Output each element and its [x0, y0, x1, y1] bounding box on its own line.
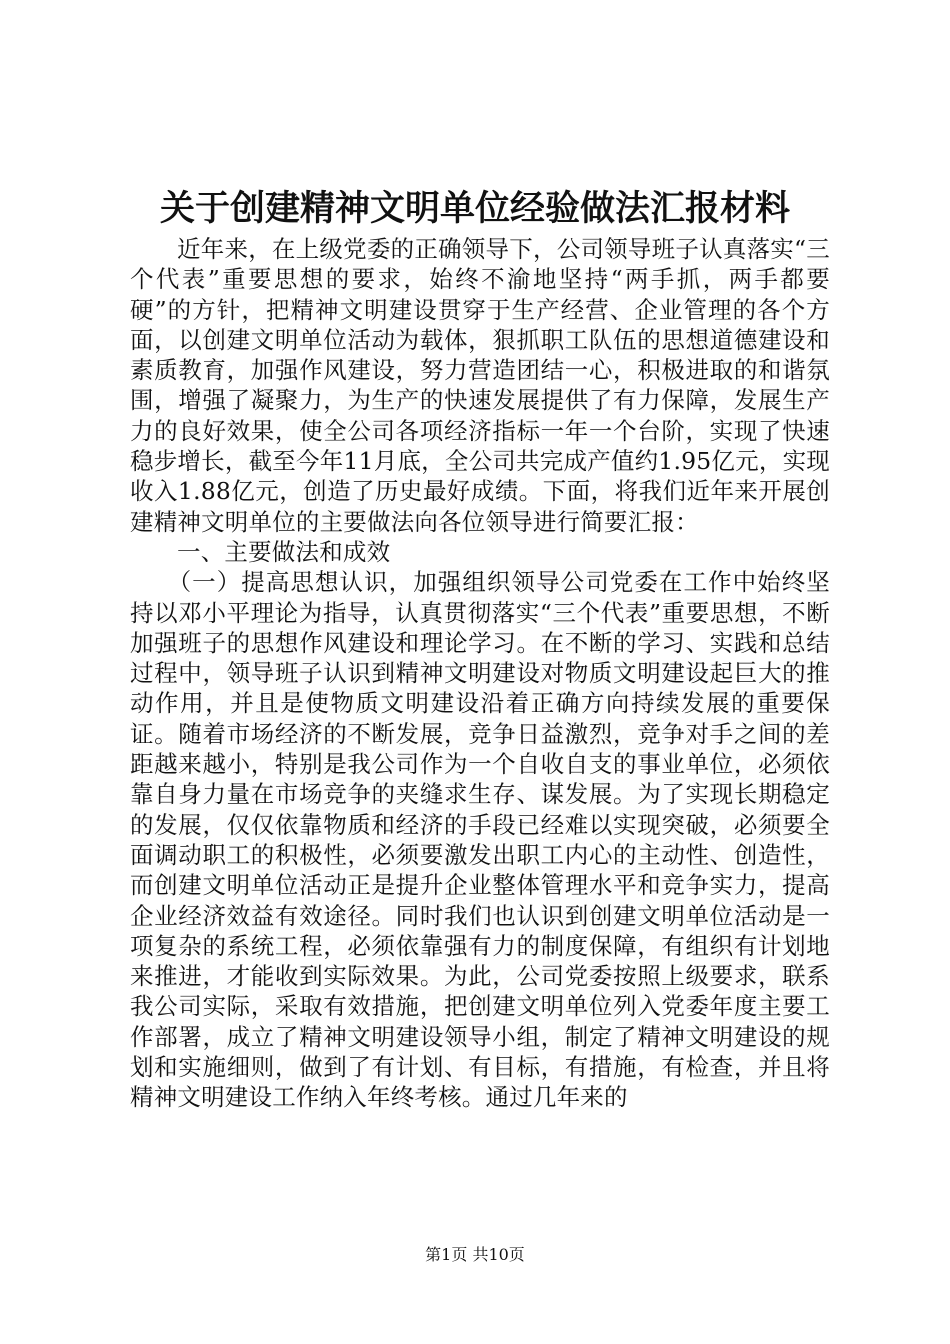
document-body [130, 234, 830, 1113]
paragraph-intro: 近年来，在上级党委的正确领导下，公司领导班子认真落实“三个代表”重要思想的要求，始终不渝地坚持“两手抓，两手都要硬”的方针，把精神文明建设贯穿于生产经营、企业管理的各个方面，以创建文明单位活动为载体，狠抓职工队伍的思想道德建设和素质教育，加强作风建设，努力营造团结一心，积极进取的和谐氛围，增强了凝聚力，为生产的快速发展提供了有力保障，发展生产力的良好效果，使全公司各项经济指标一年一个台阶，实现了快速稳步增长，截至今年11月底，全公司共完成产值约1.95亿元，实现收入1.88亿元，创造了历史最好成绩。下面，将我们近年来开展创建精神文明单位的主要做法向各位领导进行简要汇报： [130, 235, 830, 536]
document-title: 关于创建精神文明单位经验做法汇报材料 [159, 188, 790, 229]
page-footer: 第1页 共10页 [425, 1245, 525, 1264]
paragraph-subsection-1: （一）提高思想认识，加强组织领导公司党委在工作中始终坚持以邓小平理论为指导，认真贯彻落实“三个代表”重要思想，不断加强班子的思想作风建设和理论学习。在不断的学习、实践和总结过程中，领导班子认识到精神文明建设对物质文明建设起巨大的推动作用，并且是使物质文明建设沿着正确方向持续发展的重要保证。随着市场经济的不断发展，竞争日益激烈，竞争对手之间的差距越来越小，特别是我公司作为一个自收自支的事业单位，必须依靠自身力量在市场竞争的夹缝求生存、谋发展。为了实现长期稳定的发展，仅仅依靠物质和经济的手段已经难以实现突破，必须要全面调动职工的积极性，必须要激发出职工内心的主动性、创造性，而创建文明单位活动正是提升企业整体管理水平和竞争实力，提高企业经济效益有效途径。同时我们也认识到创建文明单位活动是一项复杂的系统工程，必须依靠强有力的制度保障，有组织有计划地来推进，才能收到实际效果。为此，公司党委按照上级要求，联系我公司实际，采取有效措施，把创建文明单位列入党委年度主要工作部署，成立了精神文明建设领导小组，制定了精神文明建设的规划和实施细则，做到了有计划、有目标，有措施，有检查，并且将精神文明建设工作纳入年终考核。通过几年来的 [130, 568, 830, 1112]
section-heading: 一、主要做法和成效 [177, 537, 391, 566]
